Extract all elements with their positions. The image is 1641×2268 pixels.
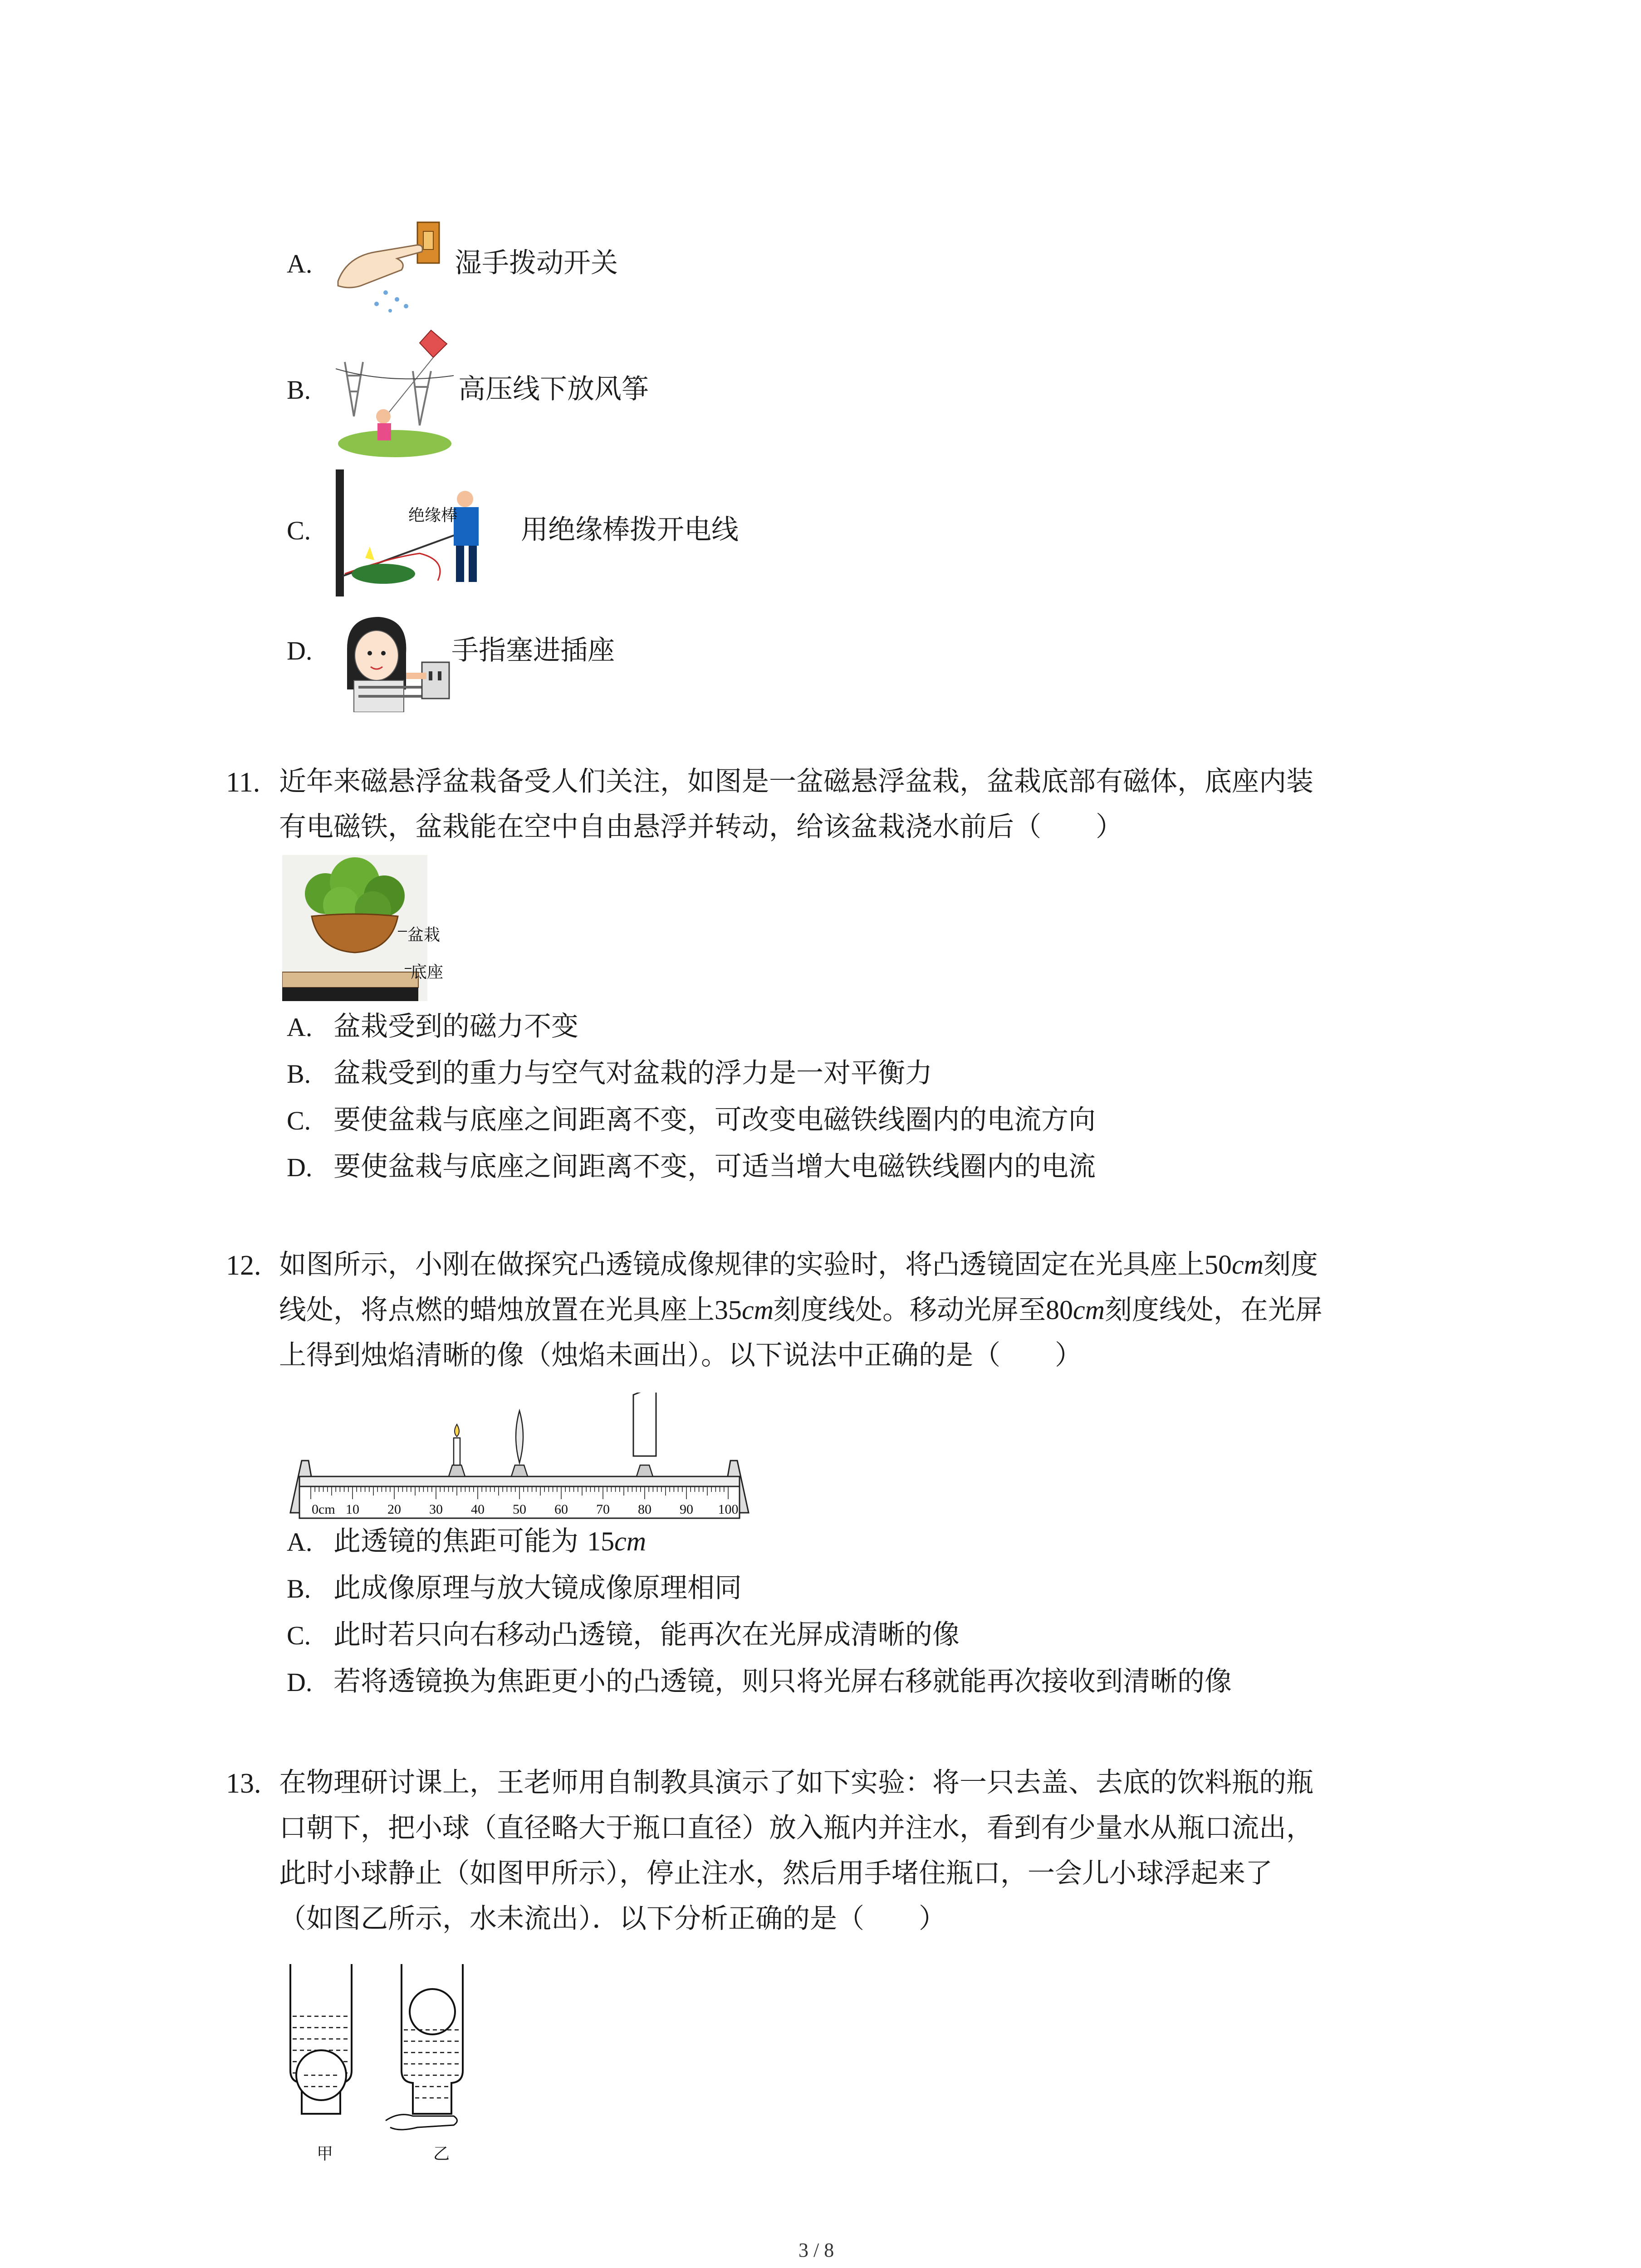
question-stem-line: 如图所示，小刚在做探究凸透镜成像规律的实验时，将凸透镜固定在光具座上50cm刻度 bbox=[279, 1249, 1318, 1281]
option-text: 若将透镜换为焦距更小的凸透镜，则只将光屏右移就能再次接收到清晰的像 bbox=[333, 1666, 1232, 1697]
question-stem-line: 上得到烛焰清晰的像（烛焰未画出）。以下说法中正确的是（ ） bbox=[279, 1339, 1082, 1371]
option-text: 此透镜的焦距可能为 15cm bbox=[333, 1525, 647, 1557]
light-screen bbox=[633, 1393, 656, 1456]
option-letter: C. bbox=[287, 1621, 311, 1650]
bench-tick-label: 40 bbox=[471, 1502, 485, 1517]
bench-tick-label: 0cm bbox=[312, 1502, 335, 1517]
page-number: 3 / 8 bbox=[798, 2239, 834, 2261]
bench-tick-label: 80 bbox=[638, 1502, 652, 1517]
bench-tick-label: 90 bbox=[680, 1502, 693, 1517]
option-letter: B. bbox=[287, 1059, 311, 1089]
option-text: 湿手拨动开关 bbox=[455, 247, 618, 279]
option-text: 此时若只向右移动凸透镜，能再次在光屏成清晰的像 bbox=[333, 1619, 960, 1651]
question-stem-line: （如图乙所示，水未流出）．以下分析正确的是（ ） bbox=[279, 1903, 946, 1935]
option-text: 高压线下放风筝 bbox=[458, 373, 649, 405]
bench-tick-label: 10 bbox=[346, 1502, 359, 1517]
question-stem-line: 线处，将点燃的蜡烛放置在光具座上35cm刻度线处。移动光屏至80cm刻度线处，在光屏 bbox=[279, 1294, 1323, 1326]
bottle-ball-figure bbox=[281, 1964, 490, 2164]
convex-lens bbox=[516, 1411, 523, 1463]
option-text: 盆栽受到的磁力不变 bbox=[333, 1011, 578, 1042]
option-letter: A. bbox=[287, 1012, 313, 1042]
question-stem-line: 此时小球静止（如图甲所示），停止注水，然后用手堵住瓶口，一会儿小球浮起来了 bbox=[279, 1857, 1273, 1889]
candle-flame bbox=[455, 1424, 459, 1437]
option-letter: D. bbox=[287, 636, 313, 665]
question-number: 11. bbox=[226, 767, 260, 798]
option-text: 此成像原理与放大镜成像原理相同 bbox=[333, 1572, 742, 1604]
question-stem-line: 口朝下，把小球（直径略大于瓶口直径）放入瓶内并注水，看到有少量水从瓶口流出， bbox=[279, 1812, 1313, 1844]
bench-tick-label: 20 bbox=[387, 1502, 401, 1517]
option-letter: A. bbox=[287, 1527, 313, 1557]
question-stem-line: 近年来磁悬浮盆栽备受人们关注，如图是一盆磁悬浮盆栽，盆栽底部有磁体，底座内装 bbox=[279, 766, 1313, 797]
option-letter: C. bbox=[287, 1106, 311, 1135]
bottle-yi bbox=[386, 1964, 463, 2130]
figure-label-pot: 盆栽 bbox=[407, 926, 441, 944]
bench-tick-label: 50 bbox=[513, 1502, 526, 1517]
figure-label-jia: 甲 bbox=[317, 2145, 333, 2163]
question-number: 12. bbox=[226, 1250, 261, 1281]
bottle-jia bbox=[290, 1964, 352, 2114]
magnetic-levitation-planter-figure bbox=[282, 855, 427, 1001]
bench-tick-label: 70 bbox=[596, 1502, 610, 1517]
bench-rail bbox=[299, 1476, 740, 1486]
option-letter: B. bbox=[287, 1574, 311, 1603]
bench-holder bbox=[449, 1465, 465, 1476]
option-text: 用绝缘棒拨开电线 bbox=[521, 514, 739, 546]
finger-in-socket-icon bbox=[333, 608, 458, 712]
option-letter: D. bbox=[287, 1153, 313, 1182]
question-stem-line: 有电磁铁，盆栽能在空中自由悬浮并转动，给该盆栽浇水前后（ ） bbox=[279, 811, 1123, 843]
figure-label-base: 底座 bbox=[411, 963, 444, 982]
option-letter: D. bbox=[287, 1667, 313, 1697]
bench-holder bbox=[511, 1465, 528, 1476]
option-letter: B. bbox=[287, 375, 311, 405]
image-label: 绝缘棒 bbox=[408, 506, 458, 525]
bench-tick-label: 100 bbox=[718, 1502, 739, 1517]
option-letter: A. bbox=[287, 249, 313, 279]
candle bbox=[454, 1438, 460, 1465]
option-text: 要使盆栽与底座之间距离不变，可改变电磁铁线圈内的电流方向 bbox=[333, 1104, 1096, 1136]
option-text: 手指塞进插座 bbox=[451, 635, 615, 666]
insulated-rod-icon bbox=[333, 467, 524, 599]
bench-holder bbox=[637, 1465, 653, 1476]
optical-bench-figure bbox=[281, 1393, 758, 1529]
option-text: 盆栽受到的重力与空气对盆栽的浮力是一对平衡力 bbox=[333, 1057, 932, 1089]
bench-tick-label: 30 bbox=[429, 1502, 443, 1517]
figure-label-yi: 乙 bbox=[433, 2145, 450, 2163]
option-text: 要使盆栽与底座之间距离不变，可适当增大电磁铁线圈内的电流 bbox=[333, 1151, 1096, 1183]
kite-under-power-line-icon bbox=[336, 326, 454, 459]
wet-hand-switch-icon bbox=[333, 213, 447, 315]
option-letter: C. bbox=[287, 516, 311, 545]
bench-tick-label: 60 bbox=[554, 1502, 568, 1517]
question-stem-line: 在物理研讨课上，王老师用自制教具演示了如下实验：将一只去盖、去底的饮料瓶的瓶 bbox=[279, 1767, 1313, 1799]
question-number: 13. bbox=[226, 1768, 261, 1799]
